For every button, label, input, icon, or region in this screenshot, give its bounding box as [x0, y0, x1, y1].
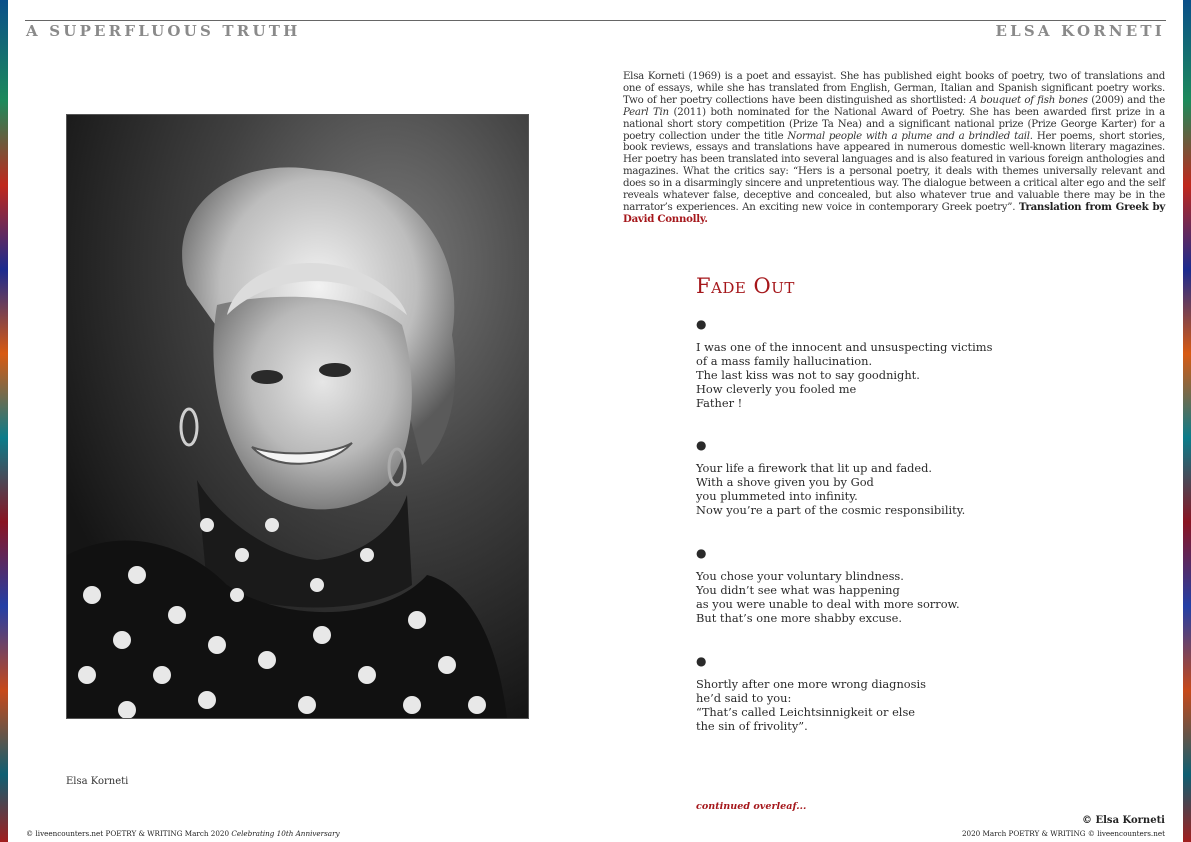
header-rule — [25, 20, 1166, 21]
left-decorative-edge — [0, 0, 8, 842]
book-title-fish-bones: A bouquet of fish bones — [969, 94, 1088, 106]
poem-line: You didn’t see what was happening — [696, 583, 900, 597]
poem-line: as you were unable to deal with more sorrow. — [696, 597, 960, 611]
poem-line: Father ! — [696, 396, 743, 410]
right-decorative-edge — [1183, 0, 1191, 842]
author-bio — [623, 71, 1165, 226]
photo-caption: Elsa Korneti — [66, 776, 129, 787]
copyright-notice: © Elsa Korneti — [1082, 815, 1165, 826]
poem-line: “That’s called Leichtsinnigkeit or else — [696, 705, 916, 719]
translator-name: David Connolly. — [623, 212, 708, 225]
poem-stanza-3 — [696, 546, 960, 625]
poem-line: The last kiss was not to say goodnight. — [696, 368, 920, 382]
footer-left-anniversary: Celebrating 10th Anniversary — [231, 829, 340, 838]
book-title-normal-people: Normal people with a plume and a brindled tail — [787, 130, 1030, 142]
book-title-pearl-tin: Pearl Tin — [623, 106, 669, 118]
footer-left-text: © liveencounters.net POETRY & WRITING March 2020 — [26, 829, 232, 838]
translation-label: Translation from Greek by — [1018, 200, 1165, 213]
footer-left — [26, 829, 340, 838]
poem-line: he’d said to you: — [696, 691, 792, 705]
author-portrait — [66, 114, 529, 719]
bio-text-3: (2011) both nominated for the National Award of Poetry. She has been awarded first prize in a national short story competition (Prize Ta Nea) and a significant national prize (Prize George Karter) for a poetry collection under the title — [623, 106, 1165, 142]
portrait-illustration — [67, 115, 528, 718]
poem-line: you plummeted into infinity. — [696, 489, 858, 503]
header-left-title: A SUPERFLUOUS TRUTH — [26, 22, 301, 40]
poem-line: I was one of the innocent and unsuspecting victims — [696, 340, 993, 354]
poem-stanza-4 — [696, 654, 926, 733]
poem-stanza-2 — [696, 438, 965, 517]
poem-line: Your life a firework that lit up and faded. — [696, 461, 933, 475]
bio-text-2: (2009) and the — [1087, 94, 1165, 106]
poem-line: You chose your voluntary blindness. — [696, 569, 904, 583]
stanza-bullet: ● — [696, 546, 707, 560]
poem-title: Fade Out — [696, 274, 795, 298]
poem-line: But that’s one more shabby excuse. — [696, 611, 902, 625]
footer-right: 2020 March POETRY & WRITING © liveencounters.net — [961, 829, 1165, 838]
stanza-bullet: ● — [696, 438, 707, 452]
poem-line: Shortly after one more wrong diagnosis — [696, 677, 926, 691]
poem-line: of a mass family hallucination. — [696, 354, 873, 368]
poem-line: the sin of frivolity”. — [696, 719, 808, 733]
stanza-bullet: ● — [696, 317, 707, 331]
header-right-title: ELSA KORNETI — [995, 22, 1165, 40]
bio-text-1: Elsa Korneti (1969) is a poet and essayist. She has published eight books of poetry, two of translations and one of essays, while she has translated from English, German, Italian and Spanish significant poetry works. Two of her poetry collections have been distinguished as shortlisted: — [623, 71, 1165, 106]
poem-stanza-1 — [696, 317, 992, 410]
continued-overleaf-note: continued overleaf... — [696, 801, 807, 812]
poem-line: With a shove given you by God — [696, 475, 874, 489]
poem-line: Now you’re a part of the cosmic responsibility. — [696, 503, 966, 517]
poem-line: How cleverly you fooled me — [696, 382, 857, 396]
stanza-bullet: ● — [696, 654, 707, 668]
bio-text-4: . Her poems, short stories, book reviews, essays and translations have appeared in numerous domestic well-known literary magazines. Her poetry has been translated into several languages and is also featured in various foreign anthologies and magazines. What the critics say: “Hers is a personal poetry, it deals with themes universally relevant and does so in a disarmingly sincere and unpretentious way. The dialogue between a critical alter ego and the self reveals whatever false, deceptive and concealed, but also whatever true and valuable there may be in the narrator’s experiences. An exciting new voice in contemporary Greek poetry”. — [623, 130, 1165, 213]
